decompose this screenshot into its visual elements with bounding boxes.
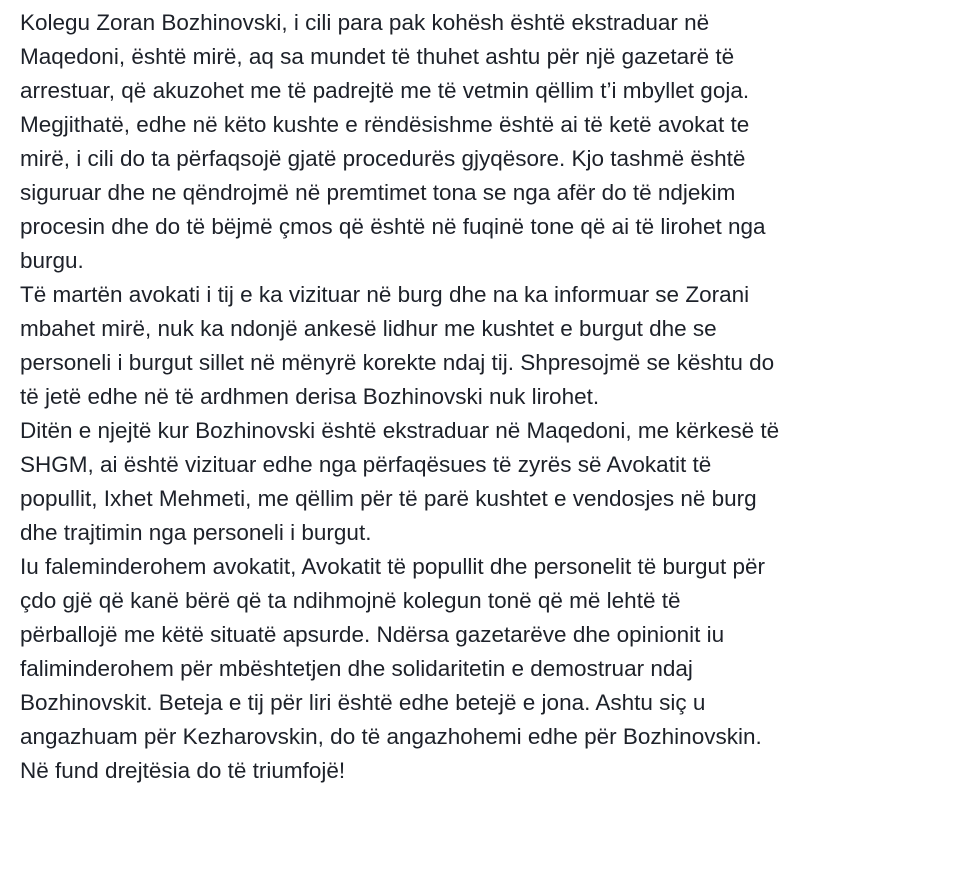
post-paragraph-1: Kolegu Zoran Bozhinovski, i cili para pak kohësh është ekstraduar në Maqedoni, është mirë, aq sa mundet të thuhet ashtu për një gazetarë të arrestuar, që akuzohet me të padrejtë me të vetmin qëllim t’i mbyllet goja. Megjithatë, edhe në këto kushte e rëndësishme është ai të ketë avokat te mirë, i cili do ta përfaqsojë gjatë procedurës gjyqësore. Kjo tashmë është siguruar dhe ne qëndrojmë në premtimet tona se nga afër do të ndjekim procesin dhe do të bëjmë çmos që është në fuqinë tone që ai të lirohet nga burgu. [20, 10, 766, 273]
post-paragraph-2: Të martën avokati i tij e ka vizituar në burg dhe na ka informuar se Zorani mbahet mirë, nuk ka ndonjë ankesë lidhur me kushtet e burgut dhe se personeli i burgut sillet në mënyrë korekte ndaj tij. Shpresojmë se kështu do të jetë edhe në të ardhmen derisa Bozhinovski nuk lirohet. [20, 282, 775, 409]
post-paragraph-4: Iu faleminderohem avokatit, Avokatit të popullit dhe personelit të burgut për çdo gjë që kanë bërë që ta ndihmojnë kolegun tonë që më lehtë të përballojë me këtë situatë apsurde. Ndërsa gazetarëve dhe opinionit iu faliminderohem për mbështetjen dhe solidaritetin e demostruar ndaj Bozhinovskit. Beteja e tij për liri është edhe betejë e jona. Ashtu siç u angazhuam për Kezharovskin, do të angazhohemi edhe për Bozhinovskin. Në fund drejtësia do të triumfojë! [20, 554, 766, 783]
post-paragraph-3: Ditën e njejtë kur Bozhinovski është ekstraduar në Maqedoni, me kërkesë të SHGM, ai është vizituar edhe nga përfaqësues të zyrës së Avokatit të popullit, Ixhet Mehmeti, me qëllim për të parë kushtet e vendosjes në burg dhe trajtimin nga personeli i burgut. [20, 418, 780, 545]
